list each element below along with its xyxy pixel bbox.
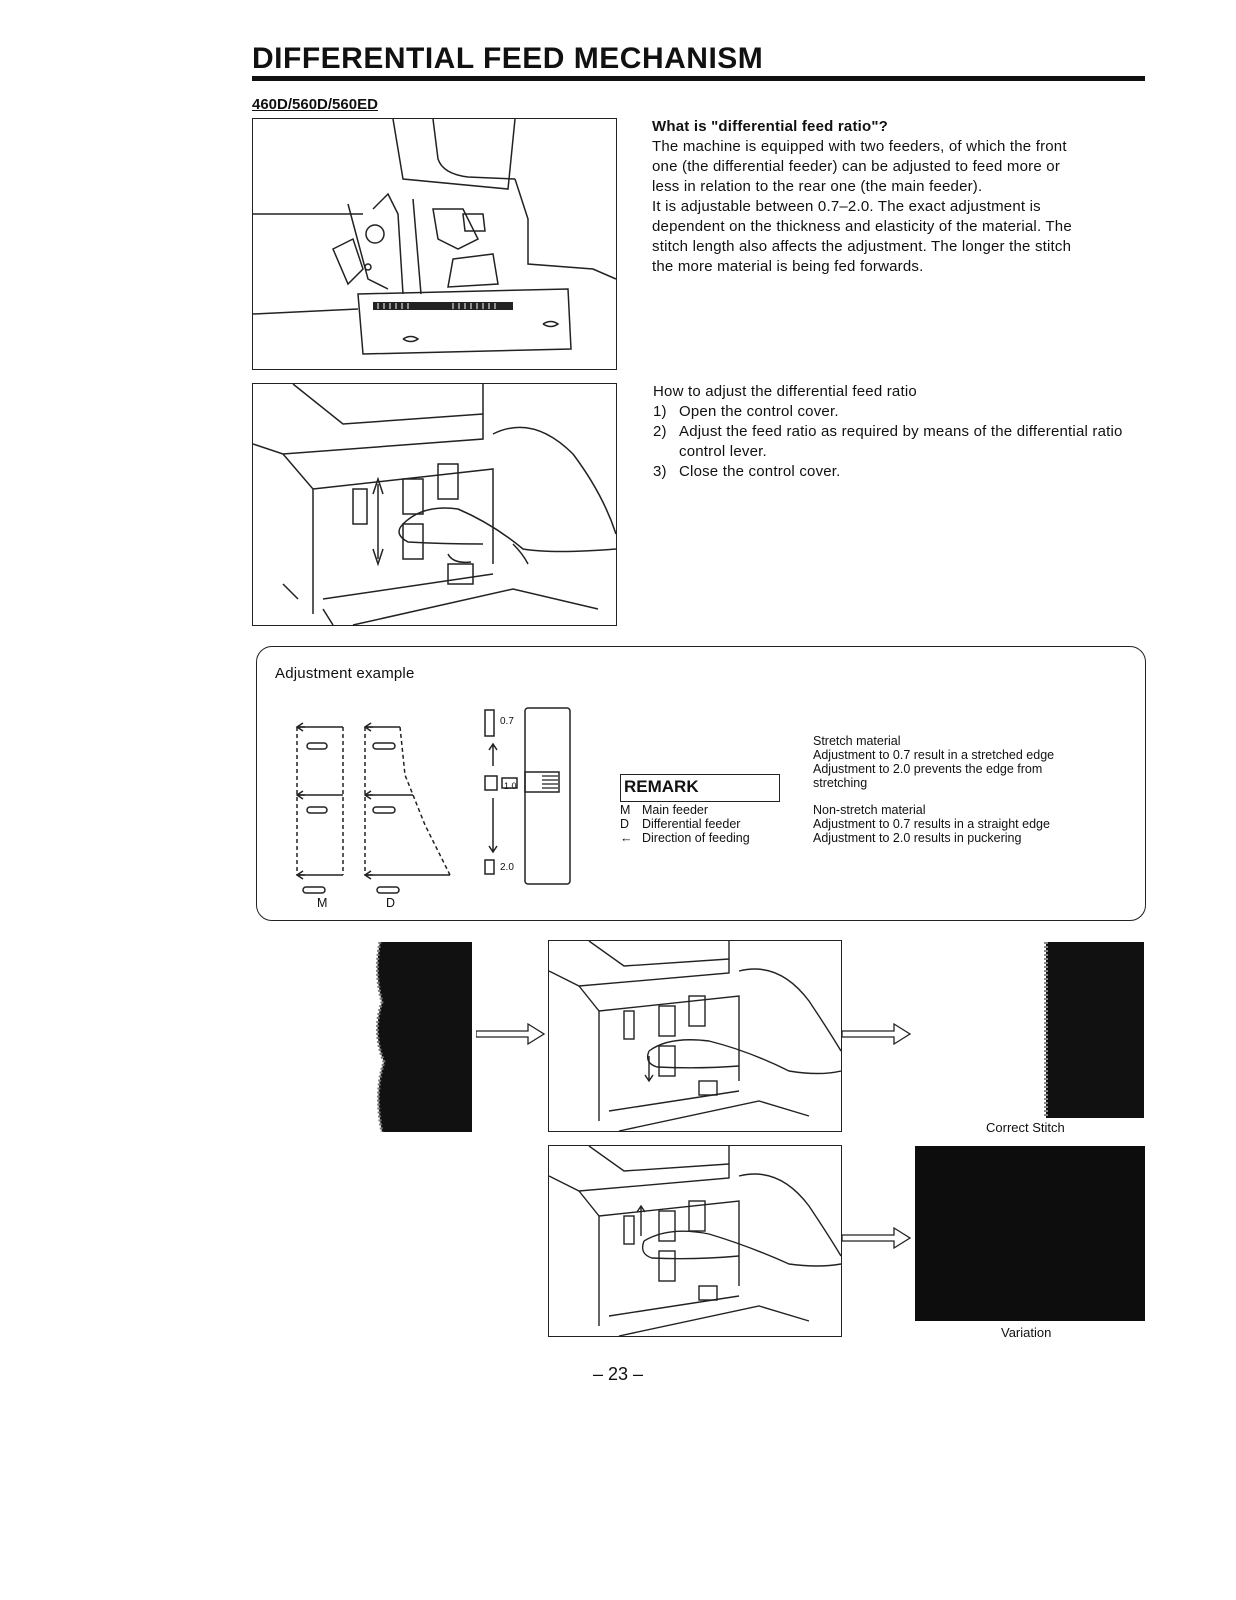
intro-line: stitch length also affects the adjustment. The longer the stitch (652, 238, 1072, 255)
intro-line: less in relation to the rear one (the main feeder). (652, 178, 983, 195)
step-number: 2) (653, 423, 667, 440)
legend-row (620, 831, 800, 845)
stretch-line: Adjustment to 0.7 result in a stretched edge (813, 748, 1055, 762)
model-label: 460D/560D/560ED (252, 96, 378, 113)
step-item (653, 422, 1145, 462)
diff-feeder-letter: D (386, 896, 396, 910)
scale-bottom-value: 2.0 (500, 862, 514, 873)
adjustment-title: Adjustment example (275, 665, 415, 682)
legend-key: ← (620, 831, 633, 845)
remark-label: REMARK (624, 777, 699, 796)
intro-question: What is "differential feed ratio"? (652, 118, 889, 135)
step-text: Open the control cover. (679, 403, 839, 420)
legend-text: Differential feeder (642, 817, 741, 831)
step-item (653, 462, 1145, 482)
intro-line: one (the differential feeder) can be adjusted to feed more or (652, 158, 1061, 175)
control-lever-illustration (252, 383, 617, 626)
lever-adjust-illustration-1 (548, 940, 842, 1132)
page-number: – 23 – (592, 1364, 644, 1384)
legend-text: Direction of feeding (642, 831, 750, 845)
stretch-line: stretching (813, 776, 868, 790)
variation-caption: Variation (1001, 1325, 1052, 1340)
intro-line: It is adjustable between 0.7–2.0. The exact adjustment is (652, 198, 1041, 215)
stretch-line: Adjustment to 2.0 prevents the edge from (813, 762, 1043, 776)
remark-legend (620, 803, 800, 845)
intro-line: The machine is equipped with two feeders, of which the front (652, 138, 1067, 155)
page-title: DIFFERENTIAL FEED MECHANISM (252, 42, 764, 75)
legend-row (620, 817, 800, 831)
legend-row (620, 803, 800, 817)
nonstretch-line: Adjustment to 2.0 results in puckering (813, 831, 1022, 845)
step-number: 1) (653, 403, 667, 420)
scale-top-value: 0.7 (500, 716, 514, 727)
legend-text: Main feeder (642, 803, 709, 817)
scale-mid-value: 1.0 (504, 781, 517, 791)
step-number: 3) (653, 463, 667, 480)
stretch-title: Stretch material (813, 734, 901, 748)
step-item (653, 402, 1145, 422)
step-text: Close the control cover. (679, 463, 841, 480)
ratio-scale (482, 706, 574, 886)
arrow-icon (476, 1022, 546, 1046)
fabric-photo-variation (915, 1146, 1145, 1321)
fabric-photo-correct (1040, 942, 1144, 1118)
main-feeder-letter: M (317, 896, 328, 910)
lever-adjust-illustration-2 (548, 1145, 842, 1337)
title-rule (252, 76, 1145, 81)
legend-key: D (620, 817, 630, 831)
presser-foot-illustration (252, 118, 617, 370)
how-to-heading: How to adjust the differential feed ratio (653, 383, 917, 400)
step-text: Adjust the feed ratio as required by means of the differential ratio control lever. (679, 423, 1123, 460)
intro-line: the more material is being fed forwards. (652, 258, 924, 275)
fabric-photo-before (372, 942, 472, 1132)
legend-key: M (620, 803, 631, 817)
arrow-icon (842, 1022, 912, 1046)
arrow-icon (842, 1226, 912, 1250)
how-to-text (653, 382, 1145, 482)
nonstretch-line: Adjustment to 0.7 results in a straight edge (813, 817, 1050, 831)
nonstretch-notes (813, 803, 1133, 845)
feeder-diagram (285, 715, 465, 895)
intro-line: dependent on the thickness and elasticity of the material. The (652, 218, 1072, 235)
stretch-notes (813, 734, 1133, 790)
nonstretch-title: Non-stretch material (813, 803, 926, 817)
correct-stitch-caption: Correct Stitch (986, 1120, 1065, 1135)
intro-text (652, 117, 1145, 277)
